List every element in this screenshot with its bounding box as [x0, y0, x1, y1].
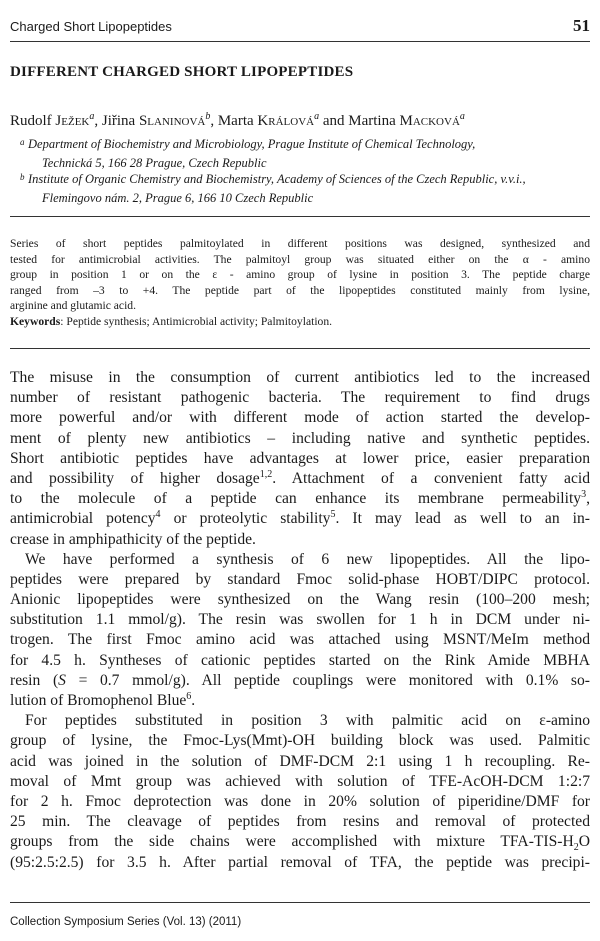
- author-2: Jiřina Slaninová$^b$: [101, 111, 211, 129]
- body-line: Short antibiotic peptides have advantages at lower price, easier preparation: [10, 449, 590, 467]
- body-line: We have performed a synthesis of 6 new lipopeptides. All the lipo-: [25, 550, 590, 568]
- abstract-bottom-rule: [10, 348, 590, 349]
- body-line: For peptides substituted in position 3 with palmitic acid on ε-amino: [25, 712, 590, 730]
- body-line: lution of Bromophenol Blue$^6$.: [10, 690, 196, 709]
- citation: 6: [186, 690, 192, 702]
- body-line: (95:2.5:2.5) for 3.5 h. After partial removal of TFA, the peptide was precipi-: [10, 853, 590, 871]
- body-line: groups from the side chains were accomplished with mixture TFA-$TIS-H_2O$: [10, 833, 590, 854]
- header-rule: [10, 41, 590, 42]
- affiliation-b: b Institute of Organic Chemistry and Biochemistry, Academy of Sciences of the Czech Republic, v.v.i., Flemingovo nám. 2, Prague 6, 166 10 Czech Republic: [20, 172, 526, 205]
- body-line: more powerful and/or with different mode of action started the develop-: [10, 409, 590, 427]
- body-line: and possibility of higher dosage$^{1,2}$. Attachment of a convenient fatty acid: [10, 468, 590, 487]
- body-line: for 2 h. Fmoc deprotection was done in 20% solution of piperidine/DMF for: [10, 792, 590, 810]
- body-line: peptides were prepared by standard Fmoc solid-phase HOBT/DIPC protocol.: [10, 570, 590, 588]
- body-line: ment of plenty new antibiotics – including native and synthetic peptides.: [10, 429, 590, 447]
- author-list: Rudolf Ježek$^a$, Jiřina Slaninová$^b$, Marta Králová$^a$ and Martina Macková$^a$: [10, 111, 465, 129]
- body-line: antimicrobial potency$^4$ or proteolytic stability$^5$. It may lead as well to an in-: [10, 509, 591, 528]
- citation: 3: [581, 488, 587, 500]
- body-line: crease in amphipathicity of the peptide.: [10, 530, 256, 548]
- citation: 1,2: [259, 468, 273, 480]
- author-4: Martina Macková$^a$: [348, 111, 465, 129]
- abstract: Series of short peptides palmitoylated in different positions was designed, synthesized and tested for antimicrobial activities. The palmitoyl group was situated either on the α - amino group in position 1 or on the ε - amino group of lysine in position 3. The peptide charge ranged from –3 to +4. The peptide part of the lipopeptides constituted mainly from lysine, arginine and glutamic acid. Keywords: Peptide synthesis; Antimicrobial activity; Palmitoylation.: [10, 237, 590, 328]
- body-line: to the molecule of a peptide can enhance its membrane permeability$^3$,: [10, 488, 590, 508]
- author-3: Marta Králová$^a$: [217, 111, 320, 129]
- running-head: [10, 16, 590, 36]
- body-line: The misuse in the consumption of current antibiotics led to the increased: [10, 369, 590, 386]
- keywords: Keywords: Peptide synthesis; Antimicrobial activity; Palmitoylation.: [10, 314, 333, 328]
- paper-title: DIFFERENT CHARGED SHORT LIPOPEPTIDES: [10, 64, 354, 80]
- body-line: group of lysine, the Fmoc-Lys(Mmt)-OH building block was used. Palmitic: [10, 732, 590, 750]
- running-head-title: Charged Short Lipopeptides: [10, 19, 172, 34]
- body-line: substitution 1.1 mmol/g). The resin was swollen for 1 h in DCM under ni-: [10, 611, 590, 629]
- body-line: for 4.5 h. Syntheses of cationic peptides started on the Rink Amide MBHA: [10, 651, 590, 669]
- body-line: 25 min. The cleavage of peptides from resins and removal of protected: [10, 813, 590, 831]
- citation: 5: [330, 509, 336, 521]
- footer-rule: [10, 902, 590, 903]
- body-line: trogen. The first Fmoc amino acid was attached using MSNT/MeIm method: [10, 631, 590, 649]
- body-line: resin (S = 0.7 mmol/g). All peptide couplings were monitored with 0.1% so-: [10, 671, 590, 689]
- body-line: acid was joined in the solution of DMF-DCM 2:1 using 1 h recoupling. Re-: [10, 752, 590, 770]
- author-1: Rudolf Ježek$^a$: [10, 111, 95, 129]
- body-line: number of resistant pathogenic bacteria. The requirement to find drugs: [10, 389, 590, 407]
- body-text: [10, 368, 590, 873]
- footer: Collection Symposium Series (Vol. 13) (2011): [10, 916, 242, 928]
- body-line: Anionic lipopeptides were synthesized on the Wang resin (100–200 mesh;: [10, 591, 590, 609]
- abstract-top-rule: [10, 216, 590, 217]
- page-number: 51: [573, 16, 590, 35]
- affiliation-a: a Department of Biochemistry and Microbiology, Prague Institute of Chemical Technology, Technická 5, 166 28 Prague, Czech Republic: [20, 137, 476, 170]
- citation: 4: [155, 509, 161, 521]
- body-line: moval of Mmt group was achieved with solution of TFE-AcOH-DCM 1:2:7: [10, 772, 590, 790]
